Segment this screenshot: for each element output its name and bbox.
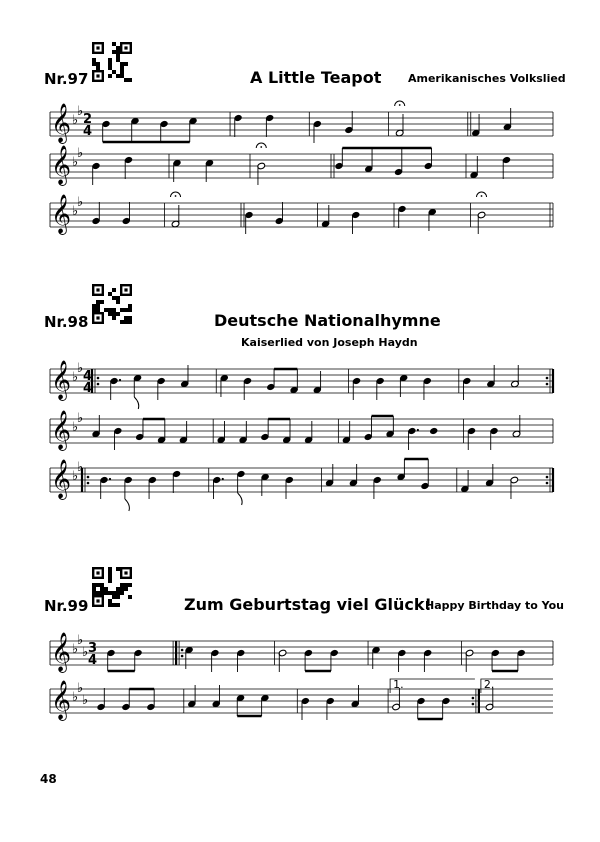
qr-code-icon bbox=[92, 42, 132, 82]
fermata-dot bbox=[175, 195, 177, 197]
qr-module bbox=[120, 70, 124, 74]
qr-module bbox=[108, 591, 112, 595]
qr-module bbox=[116, 567, 120, 571]
qr-module bbox=[108, 571, 112, 575]
qr-module bbox=[116, 595, 120, 599]
note-head bbox=[429, 427, 438, 435]
qr-module bbox=[92, 308, 96, 312]
repeat-dot bbox=[546, 377, 549, 380]
song-number: Nr.98 bbox=[44, 313, 89, 331]
qr-module bbox=[120, 66, 124, 70]
flat-icon: ♭ bbox=[77, 460, 84, 475]
note-flag bbox=[238, 493, 243, 505]
qr-module bbox=[112, 308, 116, 312]
time-signature-bottom: 4 bbox=[88, 653, 98, 668]
time-signature-bottom: 4 bbox=[83, 124, 93, 139]
repeat-dot bbox=[97, 377, 100, 380]
repeat-dot bbox=[181, 655, 184, 658]
qr-module bbox=[112, 42, 116, 46]
qr-module bbox=[96, 300, 100, 304]
qr-module bbox=[100, 587, 104, 591]
song-title: A Little Teapot bbox=[250, 68, 382, 87]
qr-module bbox=[112, 595, 116, 599]
treble-clef-icon: 𝄞 bbox=[51, 680, 72, 720]
qr-module bbox=[108, 62, 112, 66]
song-subtitle: Kaiserlied von Joseph Haydn bbox=[241, 336, 418, 349]
qr-module bbox=[128, 595, 132, 599]
flat-icon: ♭ bbox=[72, 155, 79, 170]
repeat-dot bbox=[97, 383, 100, 386]
treble-clef-icon: 𝄞 bbox=[51, 145, 72, 185]
repeat-dot bbox=[546, 482, 549, 485]
qr-module bbox=[108, 603, 112, 607]
fermata-dot bbox=[260, 146, 262, 148]
qr-module bbox=[112, 591, 116, 595]
flat-icon: ♭ bbox=[72, 370, 79, 385]
song-subtitle: Amerikanisches Volkslied bbox=[408, 72, 566, 85]
qr-module bbox=[108, 66, 112, 70]
qr-module bbox=[120, 62, 124, 66]
qr-code-icon bbox=[92, 284, 132, 324]
repeat-dot bbox=[546, 476, 549, 479]
page-number: 48 bbox=[40, 772, 57, 786]
qr-module bbox=[96, 66, 100, 70]
qr-module bbox=[128, 78, 132, 82]
qr-module bbox=[124, 320, 128, 324]
qr-module bbox=[124, 62, 128, 66]
qr-module bbox=[92, 62, 96, 66]
qr-module bbox=[116, 296, 120, 300]
song-title: Zum Geburtstag viel Glück! bbox=[184, 595, 432, 614]
flat-icon: ♭ bbox=[77, 361, 84, 376]
qr-module bbox=[108, 579, 112, 583]
note-dot bbox=[119, 379, 121, 381]
repeat-dot bbox=[181, 649, 184, 652]
qr-module bbox=[96, 62, 100, 66]
time-signature-top: 2 bbox=[83, 112, 93, 127]
qr-module bbox=[116, 54, 120, 58]
qr-finder bbox=[124, 46, 127, 49]
flat-icon: ♭ bbox=[77, 681, 84, 696]
qr-finder bbox=[96, 288, 99, 291]
qr-module bbox=[96, 591, 100, 595]
note-dot bbox=[417, 429, 419, 431]
qr-module bbox=[112, 603, 116, 607]
qr-finder bbox=[96, 599, 99, 602]
qr-module bbox=[100, 583, 104, 587]
time-signature-bottom: 4 bbox=[83, 381, 93, 396]
song-subtitle: Happy Birthday to You bbox=[425, 599, 564, 612]
qr-module bbox=[116, 58, 120, 62]
qr-module bbox=[124, 583, 128, 587]
qr-module bbox=[108, 292, 112, 296]
treble-clef-icon: 𝄞 bbox=[51, 103, 72, 143]
qr-module bbox=[128, 308, 132, 312]
flat-icon: ♭ bbox=[82, 693, 89, 708]
qr-module bbox=[104, 587, 108, 591]
qr-module bbox=[120, 583, 124, 587]
qr-module bbox=[108, 575, 112, 579]
note-dot bbox=[222, 478, 224, 480]
qr-module bbox=[112, 70, 116, 74]
repeat-dot bbox=[472, 697, 475, 700]
qr-module bbox=[112, 50, 116, 54]
qr-module bbox=[112, 316, 116, 320]
treble-clef-icon: 𝄞 bbox=[51, 410, 72, 450]
song-title: Deutsche Nationalhymne bbox=[214, 311, 441, 330]
qr-module bbox=[108, 74, 112, 78]
qr-module bbox=[112, 296, 116, 300]
qr-module bbox=[120, 320, 124, 324]
qr-module bbox=[116, 300, 120, 304]
flat-icon: ♭ bbox=[72, 113, 79, 128]
qr-module bbox=[96, 308, 100, 312]
note-dot bbox=[109, 478, 111, 480]
flat-icon: ♭ bbox=[72, 690, 79, 705]
qr-module bbox=[116, 591, 120, 595]
flat-icon: ♭ bbox=[72, 469, 79, 484]
qr-module bbox=[128, 304, 132, 308]
qr-module bbox=[92, 587, 96, 591]
qr-module bbox=[108, 312, 112, 316]
treble-clef-icon: 𝄞 bbox=[51, 194, 72, 234]
qr-module bbox=[108, 308, 112, 312]
qr-module bbox=[100, 591, 104, 595]
time-signature-top: 3 bbox=[88, 641, 98, 656]
qr-module bbox=[112, 288, 116, 292]
qr-module bbox=[116, 603, 120, 607]
qr-finder bbox=[96, 316, 99, 319]
qr-module bbox=[116, 312, 120, 316]
qr-module bbox=[100, 300, 104, 304]
qr-module bbox=[92, 583, 96, 587]
qr-finder bbox=[124, 288, 127, 291]
qr-module bbox=[128, 320, 132, 324]
qr-module bbox=[128, 316, 132, 320]
qr-module bbox=[116, 587, 120, 591]
qr-finder bbox=[96, 46, 99, 49]
flat-icon: ♭ bbox=[72, 420, 79, 435]
qr-module bbox=[124, 308, 128, 312]
qr-module bbox=[116, 74, 120, 78]
repeat-dot bbox=[87, 476, 90, 479]
repeat-dot bbox=[472, 703, 475, 706]
repeat-dot bbox=[546, 383, 549, 386]
song-number: Nr.97 bbox=[44, 70, 89, 88]
fermata-dot bbox=[399, 104, 401, 106]
song-number: Nr.99 bbox=[44, 597, 89, 615]
qr-module bbox=[128, 583, 132, 587]
qr-module bbox=[124, 587, 128, 591]
qr-module bbox=[120, 591, 124, 595]
flat-icon: ♭ bbox=[77, 104, 84, 119]
qr-finder bbox=[124, 571, 127, 574]
treble-clef-icon: 𝄞 bbox=[51, 459, 72, 499]
note-flag bbox=[125, 499, 130, 511]
qr-module bbox=[108, 567, 112, 571]
qr-module bbox=[92, 591, 96, 595]
qr-finder bbox=[96, 571, 99, 574]
qr-module bbox=[108, 58, 112, 62]
time-signature-top: 4 bbox=[83, 369, 93, 384]
qr-module bbox=[120, 308, 124, 312]
qr-module bbox=[112, 312, 116, 316]
staff-system bbox=[0, 673, 600, 733]
qr-module bbox=[104, 591, 108, 595]
qr-module bbox=[124, 78, 128, 82]
qr-module bbox=[104, 308, 108, 312]
flat-icon: ♭ bbox=[72, 642, 79, 657]
qr-module bbox=[92, 58, 96, 62]
qr-module bbox=[116, 50, 120, 54]
treble-clef-icon: 𝄞 bbox=[51, 360, 72, 400]
flat-icon: ♭ bbox=[77, 195, 84, 210]
volta-label: 2. bbox=[483, 678, 495, 691]
flat-icon: ♭ bbox=[72, 204, 79, 219]
fermata-dot bbox=[481, 195, 483, 197]
repeat-dot bbox=[87, 482, 90, 485]
qr-module bbox=[124, 316, 128, 320]
qr-module bbox=[120, 74, 124, 78]
volta-label: 1. bbox=[393, 678, 404, 691]
qr-finder bbox=[96, 74, 99, 77]
qr-module bbox=[96, 304, 100, 308]
qr-module bbox=[108, 599, 112, 603]
qr-module bbox=[96, 583, 100, 587]
qr-code-icon bbox=[92, 567, 132, 607]
flat-icon: ♭ bbox=[77, 146, 84, 161]
qr-module bbox=[120, 587, 124, 591]
flat-icon: ♭ bbox=[77, 633, 84, 648]
qr-module bbox=[92, 304, 96, 308]
flat-icon: ♭ bbox=[77, 411, 84, 426]
staff-system bbox=[0, 187, 600, 247]
treble-clef-icon: 𝄞 bbox=[51, 632, 72, 672]
staff-system bbox=[0, 452, 600, 512]
flat-icon: ♭ bbox=[82, 645, 89, 660]
qr-module bbox=[116, 46, 120, 50]
